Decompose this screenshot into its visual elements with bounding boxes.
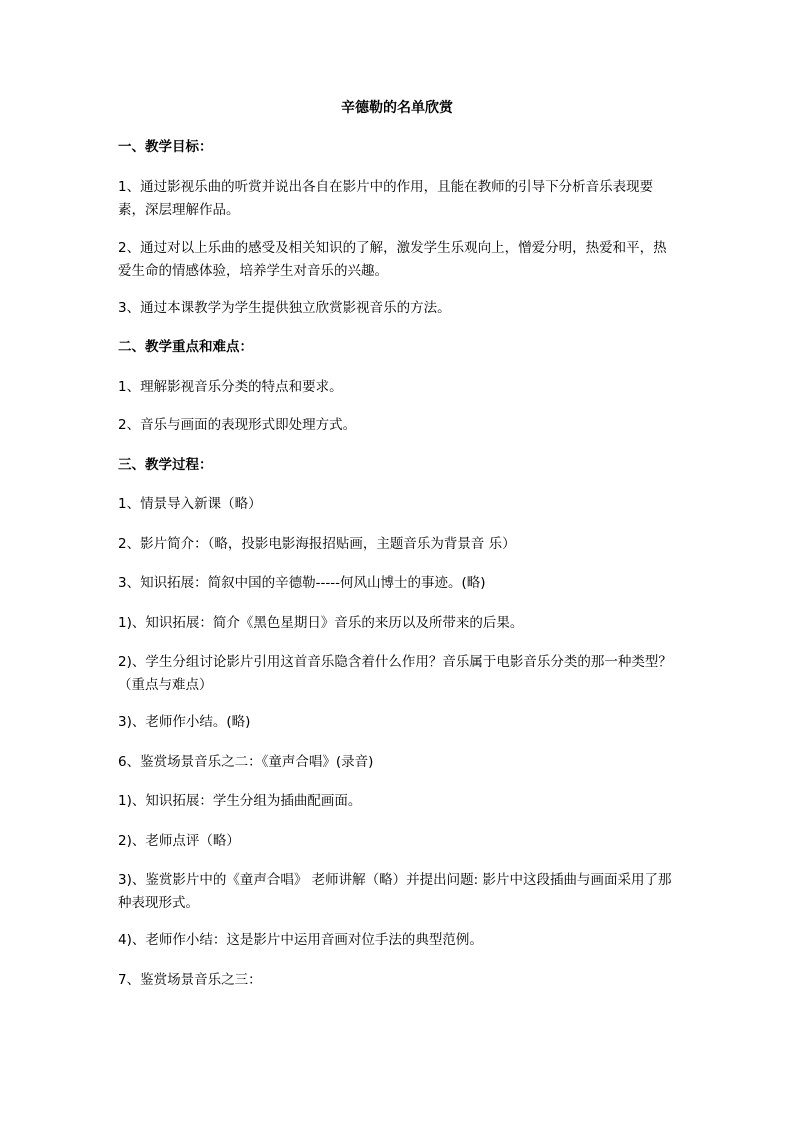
key-point-item-2: 2、音乐与画面的表现形式即处理方式。	[118, 417, 357, 433]
process-6-subitem-2: 2)、老师点评（略）	[118, 833, 240, 849]
process-6-subitem-4: 4)、老师作小结：这是影片中运用音画对位手法的典型范例。	[118, 932, 483, 948]
key-point-item-1: 1、理解影视音乐分类的特点和要求。	[118, 379, 343, 395]
goal-item-2: 2、通过对以上乐曲的感受及相关知识的了解，激发学生乐观向上，憎爱分明，热爱和平，热爱生命的情感体验，培养学生对音乐的兴趣。	[118, 240, 667, 279]
process-6-subitem-3: 3)、鉴赏影片中的《童声合唱》 老师讲解（略）并提出问题: 影片中这段插曲与画面采用了那种表现形式。	[118, 872, 672, 911]
document-title: 辛德勒的名单欣赏	[341, 100, 453, 116]
process-item-6: 6、鉴赏场景音乐之二：《童声合唱》(录音)	[118, 754, 374, 770]
goal-item-3: 3、通过本课教学为学生提供独立欣赏影视音乐的方法。	[118, 300, 451, 316]
process-item-7: 7、鉴赏场景音乐之三：	[118, 972, 262, 988]
section-heading-key-points: 二、教学重点和难点：	[118, 339, 253, 355]
process-6-subitem-1: 1)、知识拓展：学生分组为插曲配画面。	[118, 793, 362, 809]
process-item-3: 3、知识拓展：简叙中国的辛德勒-----何风山博士的事迹。(略)	[118, 575, 486, 591]
process-item-1: 1、情景导入新课（略）	[118, 496, 262, 512]
section-heading-teaching-process: 三、教学过程：	[118, 457, 213, 473]
process-item-2: 2、影片简介：（略，投影电影海报招贴画，主题音乐为背景音 乐）	[118, 536, 516, 552]
process-subitem-3: 3)、老师作小结。(略)	[118, 714, 251, 730]
section-heading-teaching-goals: 一、教学目标：	[118, 139, 213, 155]
process-subitem-2: 2)、学生分组讨论影片引用这首音乐隐含着什么作用？音乐属于电影音乐分类的那一种类型？（重点与难点）	[118, 654, 672, 693]
goal-item-1: 1、通过影视乐曲的听赏并说出各自在影片中的作用，且能在教师的引导下分析音乐表现要素，深层理解作品。	[118, 179, 654, 218]
process-subitem-1: 1)、知识拓展：简介《黑色星期日》音乐的来历以及所带来的后果。	[118, 615, 524, 631]
